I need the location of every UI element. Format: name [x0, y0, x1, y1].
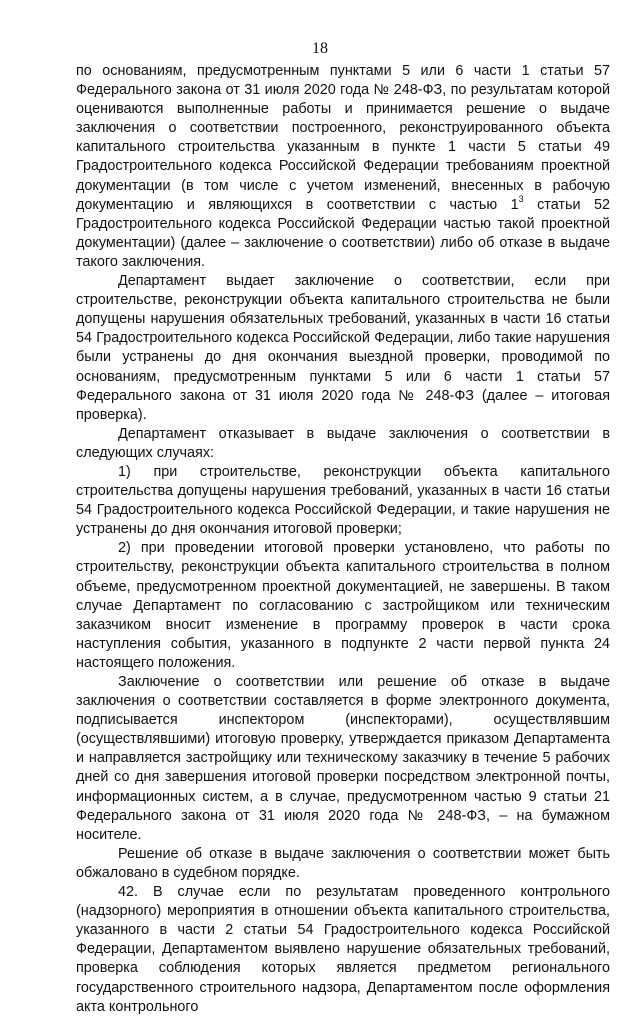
paragraph: Департамент выдает заключение о соответствии, если при строительстве, реконструкции объекта капитального строительства не были допущены нарушения обязательных требований, указанных в части 16 статьи 54 Градостроительного кодекса Российской Федерации, либо такие нарушения были устранены до дня окончания выездной проверки, проводимой по основаниям, предусмотренным пунктами 5 или 6 части 1 статьи 57 Федерального закона от 31 июля 2020 года № 248-ФЗ (далее – итоговая проверка).: [76, 273, 610, 423]
paragraph-continuation: [76, 62, 610, 272]
list-item: 2) при проведении итоговой проверки установлено, что работы по строительству, реконструкции объекта капитального строительства в полном объеме, предусмотренном проектной документацией, не завершены. В таком случае Департамент по согласованию с застройщиком или техническим заказчиком вносит изменение в программу проверок в части срока наступления события, указанного в подпункте 2 части первой пункта 24 настоящего положения.: [76, 540, 610, 671]
paragraph: Заключение о соответствии или решение об отказе в выдаче заключения о соответствии составляется в форме электронного документа, подписывается инспектором (инспекторами), осуществлявшим (осуществлявшими) итоговую проверку, утверждается приказом Департамента и направляется застройщику или техническому заказчику в течение 5 рабочих дней со дня завершения итоговой проверки посредством электронной почты, информационных систем, а в случае, предусмотренном частью 9 статьи 21 Федерального закона от 31 июля 2020 года № 248-ФЗ, – на бумажном носителе.: [76, 674, 610, 843]
page-number: 18: [312, 40, 328, 57]
paragraph-text-after: статьи 52 Градостроительного кодекса Российской Федерации частью такой проектной документации) (далее – заключение о соответствии) либо об отказе в выдаче такого заключения.: [76, 196, 610, 270]
list-item: 1) при строительстве, реконструкции объекта капитального строительства допущены нарушения требований, указанных в части 16 статьи 54 Градостроительного кодекса Российской Федерации, и такие нарушения не устранены до дня окончания итоговой проверки;: [76, 463, 610, 538]
paragraph: Решение об отказе в выдаче заключения о соответствии может быть обжаловано в судебном порядке.: [76, 845, 610, 881]
document-text: [76, 62, 610, 1017]
paragraph: Департамент отказывает в выдаче заключения о соответствии в следующих случаях:: [76, 425, 610, 461]
paragraph-numbered: 42. В случае если по результатам проведенного контрольного (надзорного) мероприятия в отношении объекта капитального строительства, указанного в части 2 статьи 54 Градостроительного кодекса Российской Федерации, Департаментом выявлено нарушение обязательных требований, проверка соблюдения которых является предметом регионального государственного строительного надзора, Департаментом после оформления акта контрольного: [76, 884, 610, 1015]
superscript: 3: [518, 193, 524, 204]
paragraph-text: по основаниям, предусмотренным пунктами 5 или 6 части 1 статьи 57 Федерального закона от 31 июля 2020 года № 248-ФЗ, по результатам которой оцениваются выполненные работы и принимается решение о выдаче заключения о соответствии построенного, реконструированного объекта капитального строительства указанным в пункте 1 части 5 статьи 49 Градостроительного кодекса Российской Федерации требованиям проектной документации (в том числе с учетом изменений, внесенных в рабочую документацию и являющихся в соответствии с частью 1: [76, 63, 610, 213]
